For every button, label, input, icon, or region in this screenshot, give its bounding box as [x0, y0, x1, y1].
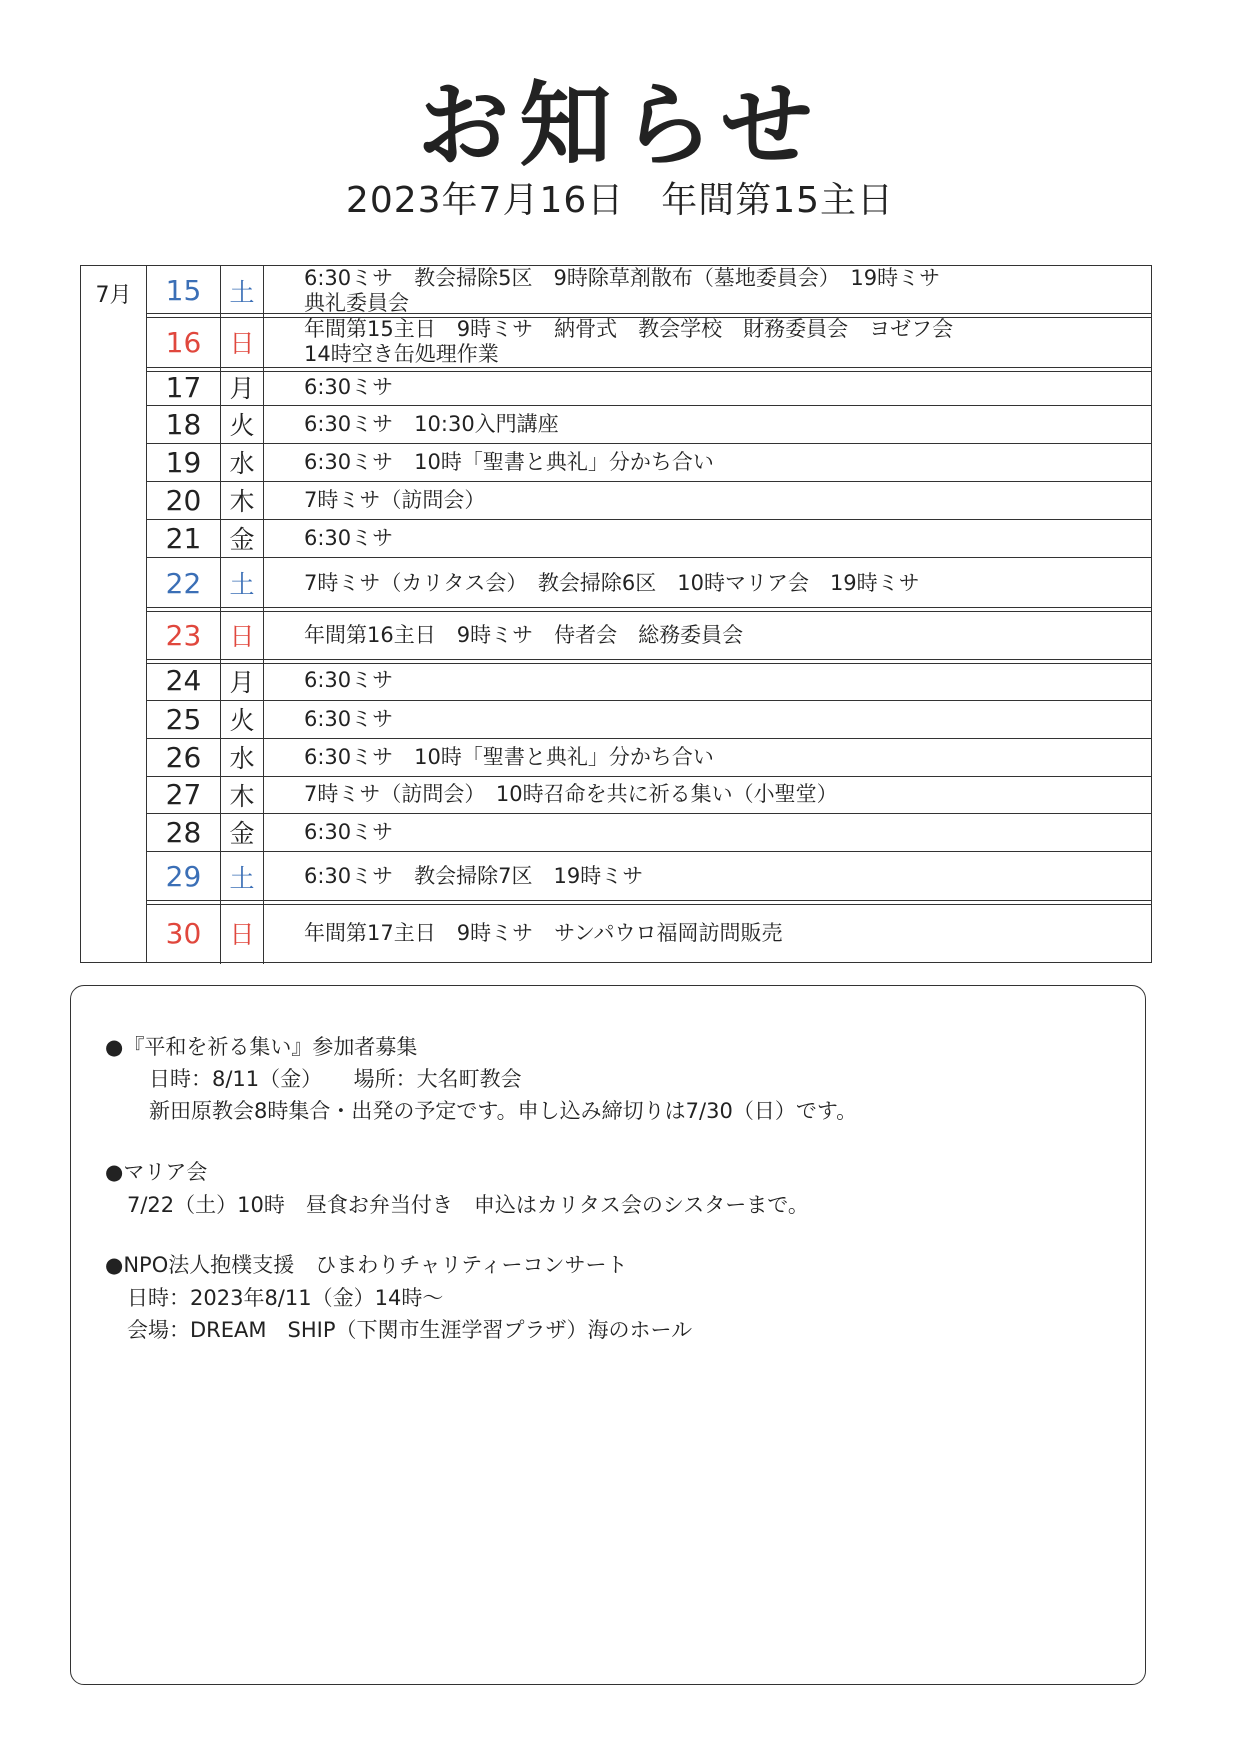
weekday-cell: 金 [221, 813, 264, 851]
date-cell: 23 [147, 609, 221, 661]
schedule-row [147, 481, 1151, 519]
row-divider [147, 700, 1151, 701]
weekday-cell: 火 [221, 700, 264, 738]
weekday-cell: 月 [221, 661, 264, 700]
row-divider [147, 367, 1151, 372]
events-cell: 年間第15主日 9時ミサ 納骨式 教会学校 財務委員会 ヨゼフ会 14時空き缶処理作業 [304, 317, 954, 366]
notice-line: 日時：2023年8/11（金）14時～ [127, 1286, 444, 1310]
weekday-cell: 水 [221, 443, 264, 481]
page-title: お知らせ [417, 72, 823, 179]
date-cell: 21 [147, 519, 221, 557]
row-divider [147, 813, 1151, 814]
schedule-row [147, 443, 1151, 481]
schedule-row [147, 369, 1151, 405]
row-divider [147, 481, 1151, 482]
weekday-cell: 日 [221, 902, 264, 964]
notice-line: 新田原教会8時集合・出発の予定です。申し込み締切りは7/30（日）です。 [149, 1099, 858, 1123]
schedule-row [147, 266, 1151, 315]
events-cell: 年間第17主日 9時ミサ サンパウロ福岡訪問販売 [304, 920, 783, 945]
row-divider [147, 405, 1151, 406]
notice-line: 会場：DREAM SHIP（下関市生涯学習プラザ）海のホール [127, 1318, 693, 1342]
events-cell: 6:30ミサ [304, 525, 394, 550]
weekday-cell: 火 [221, 405, 264, 443]
weekday-cell: 木 [221, 776, 264, 813]
date-cell: 26 [147, 738, 221, 776]
schedule-row [147, 738, 1151, 776]
events-cell: 年間第16主日 9時ミサ 侍者会 総務委員会 [304, 622, 744, 647]
events-cell: 7時ミサ（カリタス会） 教会掃除6区 10時マリア会 19時ミサ [304, 570, 920, 595]
schedule-row [147, 519, 1151, 557]
weekday-cell: 水 [221, 738, 264, 776]
schedule-table [80, 265, 1152, 963]
notice-heading: ●『平和を祈る集い』参加者募集 [105, 1035, 418, 1059]
date-cell: 30 [147, 902, 221, 964]
notice-line: 7/22（土）10時 昼食お弁当付き 申込はカリタス会のシスターまで。 [127, 1193, 809, 1217]
events-cell: 7時ミサ（訪問会） 10時召命を共に祈る集い（小聖堂） [304, 782, 838, 806]
date-cell: 28 [147, 813, 221, 851]
schedule-row [147, 851, 1151, 902]
row-divider [147, 443, 1151, 444]
notice-heading: ●マリア会 [105, 1160, 208, 1184]
date-cell: 24 [147, 661, 221, 700]
events-cell: 7時ミサ（訪問会） [304, 487, 486, 512]
events-cell: 6:30ミサ [304, 668, 394, 692]
events-cell: 6:30ミサ [304, 819, 394, 844]
events-cell: 6:30ミサ [304, 374, 394, 399]
notice-box [70, 985, 1146, 1685]
row-divider [147, 659, 1151, 664]
events-cell: 6:30ミサ 教会掃除7区 19時ミサ [304, 864, 644, 888]
date-cell: 27 [147, 776, 221, 813]
date-cell: 15 [147, 266, 221, 315]
schedule-row [147, 557, 1151, 609]
notice-line: 日時：8/11（金） 場所：大名町教会 [149, 1067, 522, 1091]
row-divider [147, 557, 1151, 558]
schedule-row [147, 700, 1151, 738]
weekday-cell: 木 [221, 481, 264, 519]
row-divider [147, 607, 1151, 612]
date-cell: 19 [147, 443, 221, 481]
weekday-cell: 日 [221, 315, 264, 369]
schedule-row [147, 902, 1151, 964]
date-cell: 29 [147, 851, 221, 902]
month-label: 7月 [81, 266, 147, 962]
row-divider [147, 900, 1151, 905]
weekday-cell: 土 [221, 266, 264, 315]
schedule-row [147, 405, 1151, 443]
date-cell: 17 [147, 369, 221, 405]
weekday-cell: 金 [221, 519, 264, 557]
date-cell: 18 [147, 405, 221, 443]
weekday-cell: 土 [221, 557, 264, 609]
schedule-row [147, 776, 1151, 813]
schedule-row [147, 315, 1151, 369]
schedule-row [147, 609, 1151, 661]
weekday-cell: 日 [221, 609, 264, 661]
events-cell: 6:30ミサ 10:30入門講座 [304, 411, 559, 436]
schedule-row [147, 661, 1151, 700]
weekday-cell: 月 [221, 369, 264, 405]
events-cell: 6:30ミサ 教会掃除5区 9時除草剤散布（墓地委員会） 19時ミサ 典礼委員会 [304, 265, 941, 315]
row-divider [147, 776, 1151, 777]
date-cell: 22 [147, 557, 221, 609]
schedule-row [147, 813, 1151, 851]
events-cell: 6:30ミサ 10時「聖書と典礼」分かち合い [304, 744, 714, 769]
row-divider [147, 851, 1151, 852]
date-subtitle: 2023年7月16日 年間第15主日 [345, 180, 895, 221]
row-divider [147, 738, 1151, 739]
weekday-cell: 土 [221, 851, 264, 902]
date-cell: 25 [147, 700, 221, 738]
events-cell: 6:30ミサ 10時「聖書と典礼」分かち合い [304, 449, 714, 474]
notice-heading: ●NPO法人抱樸支援 ひまわりチャリティーコンサート [105, 1253, 628, 1277]
row-divider [147, 313, 1151, 318]
events-cell: 6:30ミサ [304, 706, 394, 731]
date-cell: 20 [147, 481, 221, 519]
row-divider [147, 519, 1151, 520]
date-cell: 16 [147, 315, 221, 369]
